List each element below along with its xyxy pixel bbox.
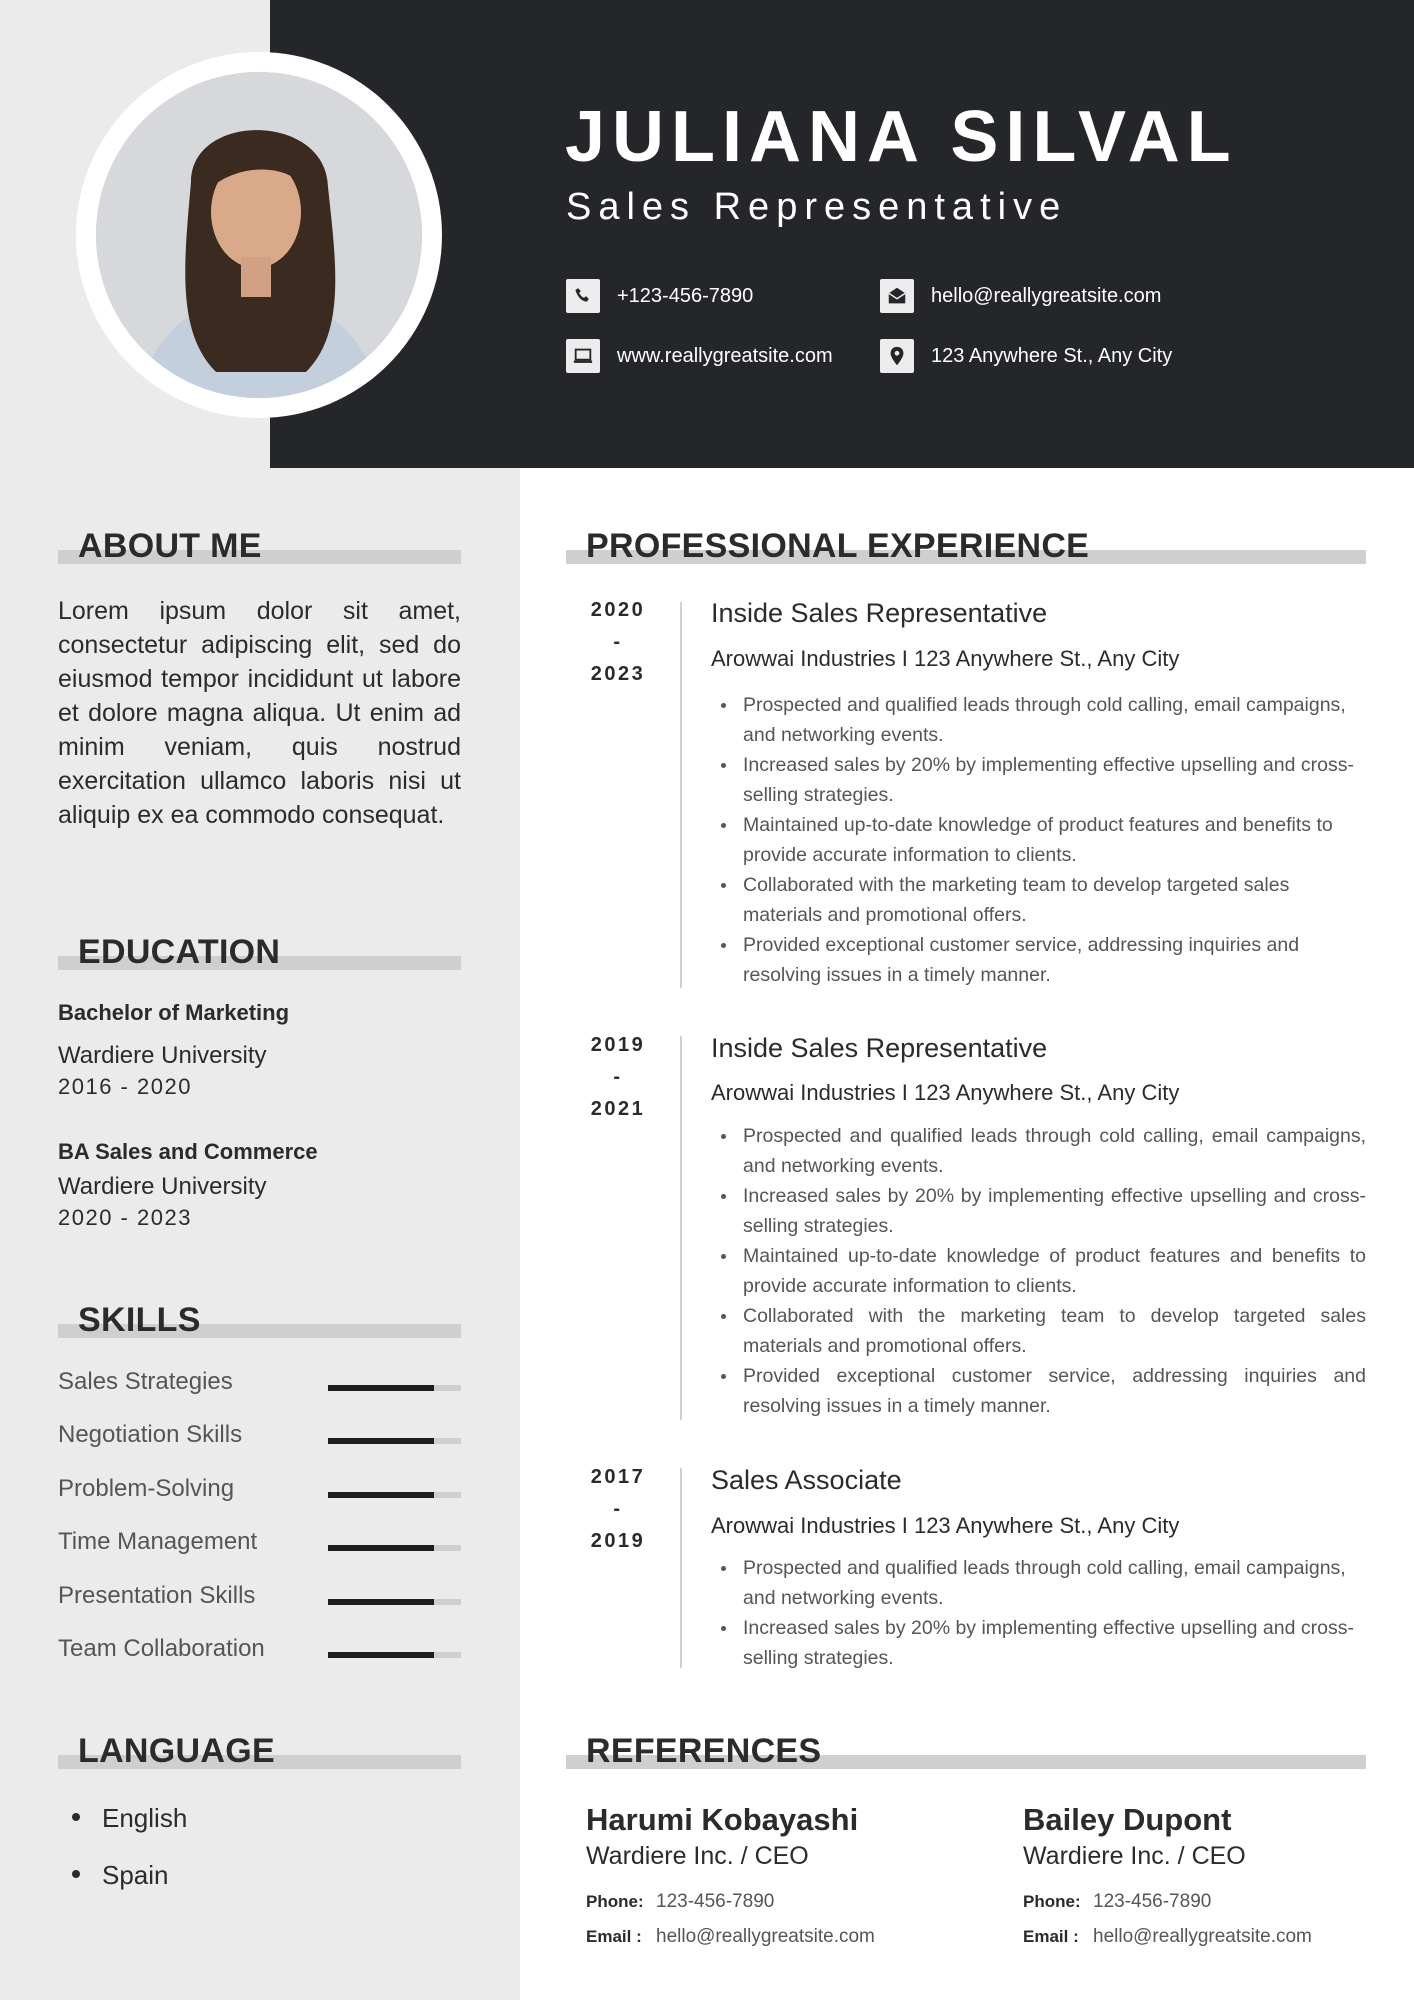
job-company: Arowwai Industries I 123 Anywhere St., Any City: [711, 1513, 1180, 1538]
contact-email[interactable]: [880, 279, 1161, 313]
education-heading: [58, 932, 461, 972]
job-bullet: Prospected and qualified leads through cold calling, email campaigns, and networking events.: [711, 1553, 1366, 1613]
skill-bar-track: [328, 1599, 461, 1605]
education-years: 2016 - 2020: [58, 1074, 192, 1099]
skill-bar-fill: [328, 1652, 434, 1658]
experience-heading: [566, 526, 1366, 566]
contact-address[interactable]: [880, 339, 1172, 373]
reference-phone: [1023, 1891, 1211, 1913]
skills-heading-label: SKILLS: [78, 1301, 201, 1339]
job-bullet: Provided exceptional customer service, addressing inquiries and resolving issues in a timely manner.: [711, 930, 1366, 990]
job-date-separator: -: [613, 1498, 623, 1520]
skill-bar-fill: [328, 1385, 434, 1391]
job-start-year: 2020: [590, 599, 646, 621]
skill-item: [58, 1582, 461, 1616]
profile-photo: [96, 72, 422, 398]
job-bullet: Collaborated with the marketing team to develop targeted sales materials and promotional offers.: [711, 1301, 1366, 1361]
candidate-name: JULIANA SILVAL: [565, 97, 1238, 177]
about-heading-label: ABOUT ME: [78, 527, 262, 565]
email-icon: [880, 279, 914, 313]
job-bullets: [711, 1121, 1366, 1421]
reference-role: Wardiere Inc. / CEO: [586, 1842, 809, 1870]
skill-bar-fill: [328, 1438, 434, 1444]
language-item: [72, 1803, 187, 1834]
job-dates: [563, 594, 673, 690]
language-heading-label: LANGUAGE: [78, 1732, 275, 1770]
references-heading-label: REFERENCES: [586, 1732, 822, 1770]
job-bullet: Increased sales by 20% by implementing effective upselling and cross-selling strategies.: [711, 1181, 1366, 1241]
job-title: Inside Sales Representative: [711, 598, 1048, 628]
language-name: English: [102, 1803, 188, 1833]
reference-email: [1023, 1926, 1312, 1948]
skill-bar-fill: [328, 1545, 434, 1551]
about-heading: [58, 526, 461, 566]
skill-bar-track: [328, 1385, 461, 1391]
job-end-year: 2023: [590, 663, 646, 685]
address-text: 123 Anywhere St., Any City: [931, 344, 1173, 367]
reference-name: Harumi Kobayashi: [586, 1802, 859, 1837]
reference-role: Wardiere Inc. / CEO: [1023, 1842, 1246, 1870]
timeline-line: [680, 1036, 682, 1420]
job-company: Arowwai Industries I 123 Anywhere St., Any City: [711, 646, 1180, 671]
language-heading: [58, 1731, 461, 1771]
skill-item: [58, 1368, 461, 1402]
about-text: Lorem ipsum dolor sit amet, consectetur adipiscing elit, sed do eiusmod tempor incididunt ut labore et dolore magna aliqua. Ut enim ad minim veniam, quis nostrud exercitation ullamco laboris nisi ut aliquip ex ea commodo consequat.: [58, 597, 461, 829]
timeline-line: [680, 602, 682, 988]
phone-text: +123-456-7890: [617, 284, 754, 307]
job-bullet: Provided exceptional customer service, addressing inquiries and resolving issues in a timely manner.: [711, 1361, 1366, 1421]
laptop-icon: [566, 339, 600, 373]
job-start-year: 2019: [590, 1034, 646, 1056]
skills-heading: [58, 1300, 461, 1340]
skill-name: Problem-Solving: [58, 1475, 235, 1502]
skill-bar-track: [328, 1652, 461, 1658]
skill-item: [58, 1475, 461, 1509]
reference-phone-value: 123-456-7890: [656, 1891, 775, 1912]
education-school: Wardiere University: [58, 1042, 267, 1069]
contact-website[interactable]: [566, 339, 833, 373]
website-text: www.reallygreatsite.com: [617, 344, 833, 367]
language-item: [72, 1860, 169, 1891]
education-years: 2020 - 2023: [58, 1205, 192, 1230]
job-end-year: 2021: [590, 1098, 646, 1120]
phone-label: Phone:: [1023, 1892, 1081, 1911]
candidate-role: Sales Representative: [566, 186, 1068, 228]
reference-email: [586, 1926, 875, 1948]
reference-email-value: hello@reallygreatsite.com: [1093, 1926, 1312, 1947]
skill-name: Presentation Skills: [58, 1582, 256, 1609]
phone-label: Phone:: [586, 1892, 644, 1911]
reference-email-value: hello@reallygreatsite.com: [656, 1926, 875, 1947]
skill-item: [58, 1528, 461, 1562]
job-bullet: Collaborated with the marketing team to develop targeted sales materials and promotional offers.: [711, 870, 1366, 930]
job-bullets: [711, 690, 1366, 990]
education-degree: BA Sales and Commerce: [58, 1139, 318, 1164]
email-label: Email :: [586, 1927, 642, 1946]
language-name: Spain: [102, 1860, 169, 1890]
job-company: Arowwai Industries I 123 Anywhere St., Any City: [711, 1080, 1180, 1105]
skill-bar-track: [328, 1492, 461, 1498]
job-bullets: [711, 1553, 1366, 1673]
job-start-year: 2017: [590, 1466, 646, 1488]
phone-icon: [566, 279, 600, 313]
skill-bar-track: [328, 1545, 461, 1551]
job-bullet: Prospected and qualified leads through cold calling, email campaigns, and networking events.: [711, 690, 1366, 750]
job-dates: [563, 1029, 673, 1125]
education-school: Wardiere University: [58, 1173, 267, 1200]
job-bullet: Increased sales by 20% by implementing effective upselling and cross-selling strategies.: [711, 1613, 1366, 1673]
skill-item: [58, 1635, 461, 1669]
email-label: Email :: [1023, 1927, 1079, 1946]
skill-bar-track: [328, 1438, 461, 1444]
location-pin-icon: [880, 339, 914, 373]
reference-name: Bailey Dupont: [1023, 1802, 1232, 1837]
experience-heading-label: PROFESSIONAL EXPERIENCE: [586, 527, 1090, 565]
skill-name: Sales Strategies: [58, 1368, 233, 1395]
reference-phone-value: 123-456-7890: [1093, 1891, 1212, 1912]
contact-phone[interactable]: [566, 279, 753, 313]
job-end-year: 2019: [590, 1530, 646, 1552]
job-bullet: Maintained up-to-date knowledge of product features and benefits to provide accurate information to clients.: [711, 810, 1366, 870]
skill-bar-fill: [328, 1492, 434, 1498]
education-degree: Bachelor of Marketing: [58, 1000, 290, 1025]
skill-name: Team Collaboration: [58, 1635, 265, 1662]
job-dates: [563, 1461, 673, 1557]
skill-name: Time Management: [58, 1528, 258, 1555]
job-title: Sales Associate: [711, 1465, 902, 1495]
timeline-line: [680, 1468, 682, 1668]
job-bullet: Increased sales by 20% by implementing effective upselling and cross-selling strategies.: [711, 750, 1366, 810]
bullet-icon: [72, 1813, 80, 1821]
job-title: Inside Sales Representative: [711, 1033, 1048, 1063]
email-text: hello@reallygreatsite.com: [931, 284, 1162, 307]
job-bullet: Prospected and qualified leads through cold calling, email campaigns, and networking events.: [711, 1121, 1366, 1181]
skill-name: Negotiation Skills: [58, 1421, 243, 1448]
education-heading-label: EDUCATION: [78, 933, 281, 971]
job-date-separator: -: [613, 631, 623, 653]
job-date-separator: -: [613, 1066, 623, 1088]
bullet-icon: [72, 1870, 80, 1878]
references-heading: [566, 1731, 1366, 1771]
reference-phone: [586, 1891, 774, 1913]
skill-bar-fill: [328, 1599, 434, 1605]
skill-item: [58, 1421, 461, 1455]
job-bullet: Maintained up-to-date knowledge of product features and benefits to provide accurate information to clients.: [711, 1241, 1366, 1301]
